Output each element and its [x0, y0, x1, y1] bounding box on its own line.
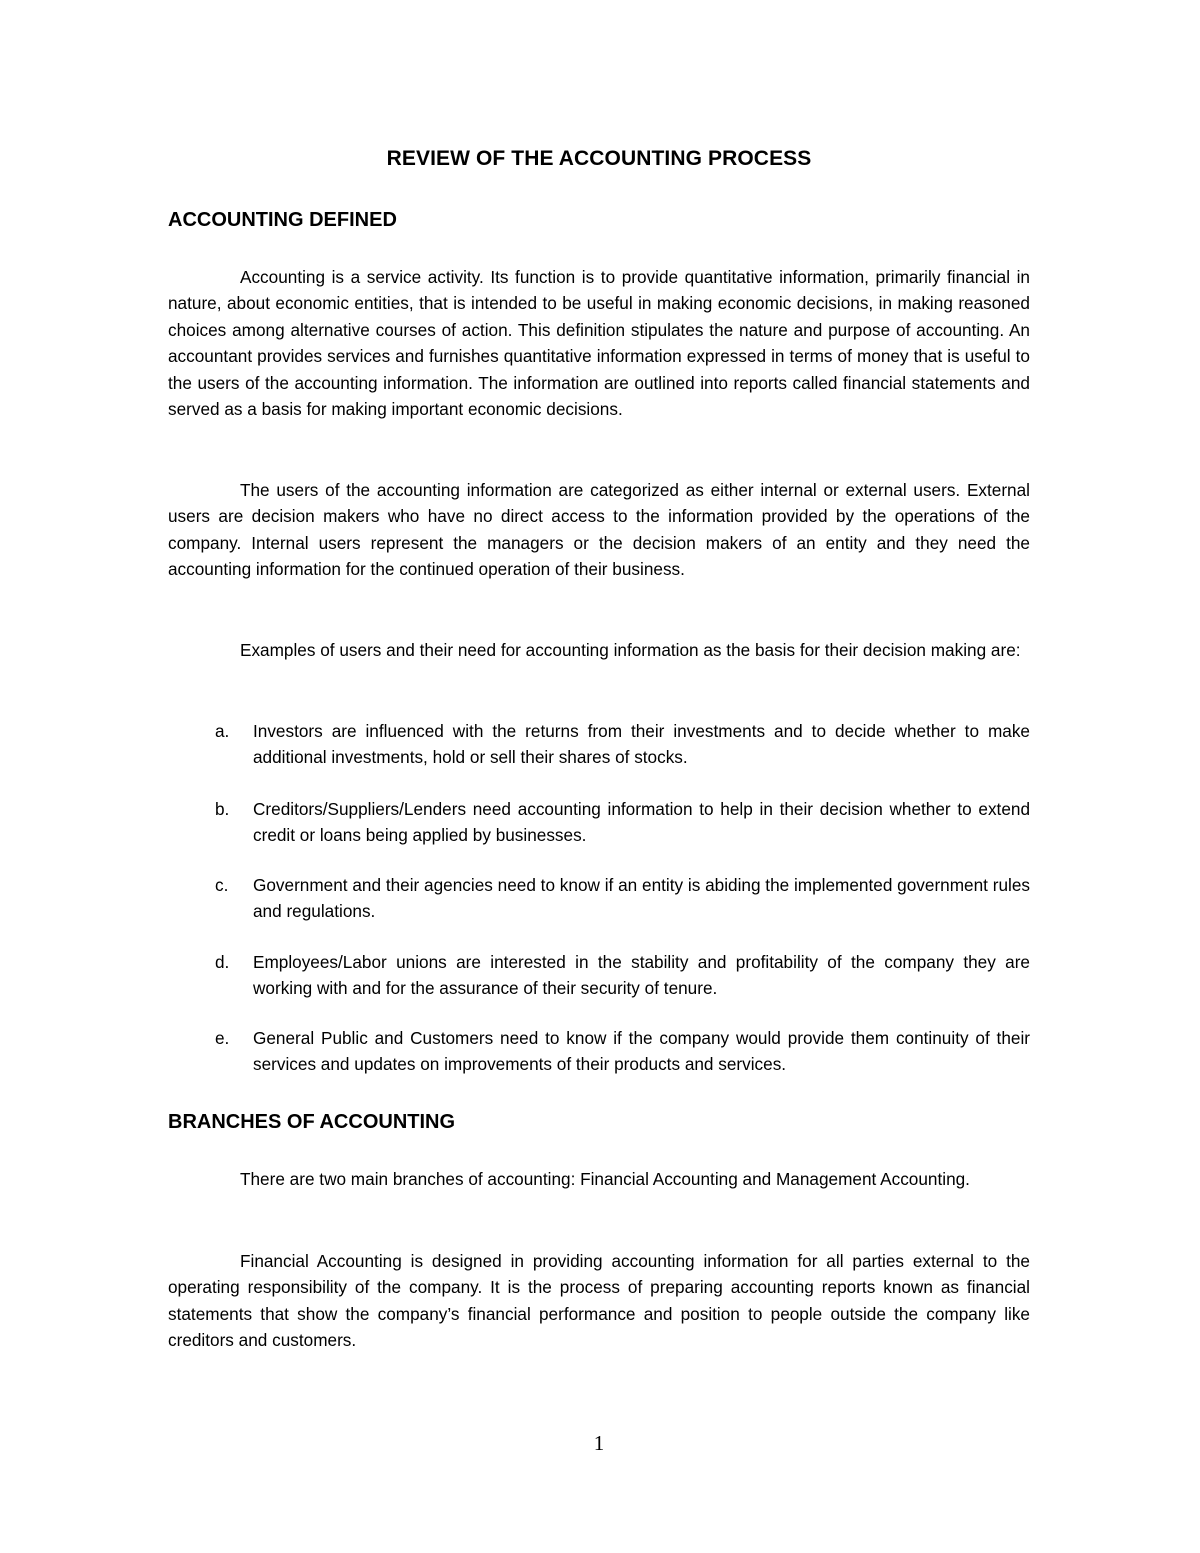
- paragraph-users-categories: The users of the accounting information are categorized as either internal or external users. External users are decision makers who have no direct access to the information provided by the operations of the company. Internal users represent the managers or the decision makers of an entity and they need the accounting information for the continued operation of their business.: [168, 480, 1030, 580]
- list-marker: e.: [215, 1028, 230, 1048]
- list-item-investors: [168, 718, 1030, 771]
- document-page: [168, 0, 1030, 1553]
- paragraph-accounting-definition: Accounting is a service activity. Its function is to provide quantitative information, primarily financial in nature, about economic entities, that is intended to be useful in making economic decisions, in making reasoned choices among alternative courses of action. This definition stipulates the nature and purpose of accounting. An accountant provides services and furnishes quantitative information expressed in terms of money that is useful to the users of the accounting information. The information are outlined into reports called financial statements and served as a basis for making important economic decisions.: [168, 267, 1030, 420]
- list-marker: b.: [215, 799, 230, 819]
- paragraph-financial-accounting: Financial Accounting is designed in providing accounting information for all parties external to the operating responsibility of the company. It is the process of preparing accounting reports known as financial statements that show the company’s financial performance and position to people outside the company like creditors and customers.: [168, 1251, 1030, 1351]
- section-heading-branches-of-accounting: BRANCHES OF ACCOUNTING: [168, 1111, 456, 1133]
- list-item-creditors: [168, 796, 1030, 849]
- section-heading-accounting-defined: ACCOUNTING DEFINED: [168, 209, 397, 231]
- list-marker: d.: [215, 952, 230, 972]
- list-item-general-public: [168, 1025, 1030, 1078]
- paragraph-branches-intro: There are two main branches of accounting: Financial Accounting and Management Accounting.: [240, 1169, 970, 1189]
- list-item-employees: [168, 949, 1030, 1002]
- paragraph-users-examples-intro: Examples of users and their need for accounting information as the basis for their decision making are:: [240, 640, 1021, 660]
- list-item-text: Employees/Labor unions are interested in the stability and profitability of the company they are working with and for the assurance of their security of tenure.: [253, 952, 1030, 999]
- page-number: 1: [593, 1431, 605, 1455]
- list-marker: a.: [215, 721, 230, 741]
- list-item-text: General Public and Customers need to know if the company would provide them continuity of their services and updates on improvements of their products and services.: [253, 1028, 1030, 1075]
- list-item-government: [168, 872, 1030, 925]
- list-item-text: Government and their agencies need to know if an entity is abiding the implemented government rules and regulations.: [253, 875, 1030, 922]
- document-title: REVIEW OF THE ACCOUNTING PROCESS: [386, 147, 812, 170]
- list-item-text: Investors are influenced with the returns from their investments and to decide whether to make additional investments, hold or sell their shares of stocks.: [253, 721, 1030, 768]
- list-item-text: Creditors/Suppliers/Lenders need accounting information to help in their decision whether to extend credit or loans being applied by businesses.: [253, 799, 1030, 846]
- list-marker: c.: [215, 875, 229, 895]
